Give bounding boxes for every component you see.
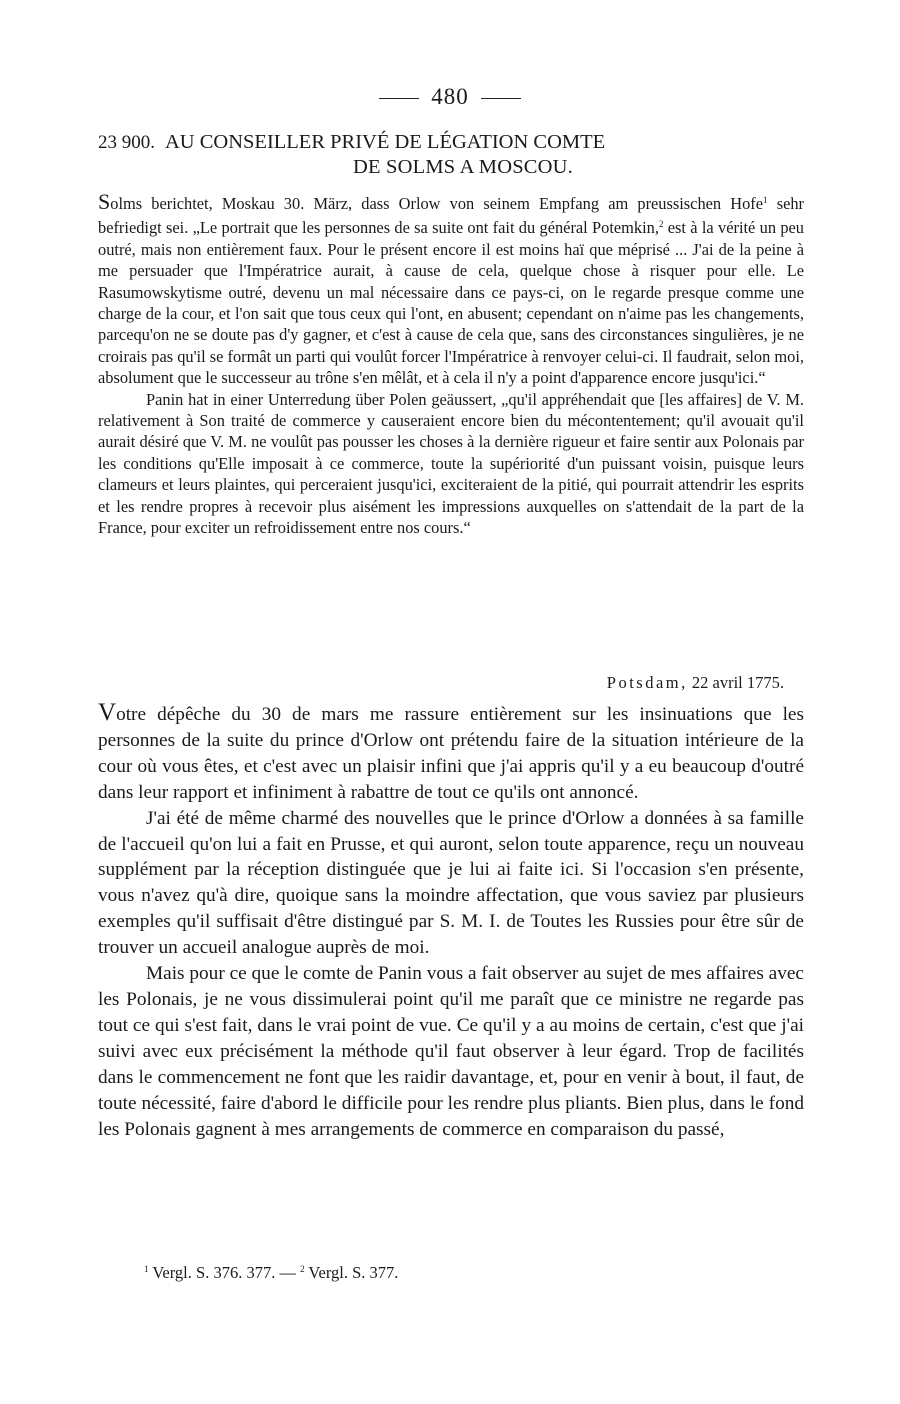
footnote-text-2: Vergl. S. 377.: [304, 1263, 399, 1282]
footnote-marker-2: 2: [300, 1264, 305, 1274]
page-number: 480: [431, 84, 469, 109]
abstract-paragraph-1: Solms berichtet, Moskau 30. März, dass Orlow von seinem Empfang am preussischen Hofe$^1$ sehr befriedigt sei. „Le portrait que les personnes de sa suite ont fait du général Potemkin,$^2$ est à la vérité un peu outré, mais non entièrement faux. Pour le présent encore il est moins haï que méprisé ... J'ai de la peine à me persuader que l'Impératrice aurait, à cause de cela, quelque chose à risquer pour elle. Le Rasumowskytisme outré, devenu un mal nécessaire dans ce pays-ci, on le regarde presque comme une charge de la cour, et l'on sait que tous ceux qui l'ont, en abusent; cependant on n'aime pas les changements, parcequ'on ne se doute pas d'y gagner, et c'est à cause de cela que, sans des circonstances singulières, je ne croirais pas qu'il se formât un parti qui voulût forcer l'Impératrice à renvoyer celui-ci. Il faudrait, selon moi, absolument que le successeur au trône s'en mêlât, et à cela il n'y a point d'apparence encore jusqu'ici.“: [98, 189, 804, 388]
document-number: 23 900.: [98, 132, 155, 153]
letter-body: [98, 700, 804, 1142]
dateline: [98, 673, 784, 693]
footnotes: [144, 1263, 398, 1283]
header-rule-right: [481, 98, 521, 99]
page-header: [0, 84, 900, 110]
title-line-1: 23 900. AU CONSEILLER PRIVÉ DE LÉGATION COMTE: [98, 131, 606, 153]
header-rule-left: [379, 98, 419, 99]
letter-paragraph-1: Votre dépêche du 30 de mars me rassure entièrement sur les insinuations que les personnes de la suite du prince d'Orlow ont prétendu faire de la situation intérieure de la cour où vous êtes, et c'est avec un plaisir infini que j'ai appris qu'il y a eu beaucoup d'outré dans leur rapport et infiniment à rabattre de tout ce qu'ils ont annoncé.: [98, 699, 804, 803]
dateline-place: Potsdam,: [606, 673, 688, 692]
footnote-marker-1: 1: [144, 1264, 149, 1274]
footnote-ref-2: 2: [658, 219, 664, 230]
title-line-2: DE SOLMS A MOSCOU.: [352, 156, 574, 178]
letter-initial: V: [98, 699, 117, 726]
document-title: [98, 130, 798, 179]
footnote-text-1: Vergl. S. 376. 377. —: [148, 1263, 301, 1282]
footnote-ref-1: 1: [763, 195, 768, 205]
letter-paragraph-2: J'ai été de même charmé des nouvelles que le prince d'Orlow a données à sa famille de l'accueil qu'on lui a fait en Prusse, et qui auront, selon toute apparence, reçu un nouveau supplément par la réception distinguée que je lui ai faite ici. Si l'occasion s'en présente, vous n'avez qu'à dire, quoique sans la moindre affectation, que vous saviez par plusieurs exemples qu'il suffisait d'être distingué par S. M. I. de Toutes les Russies pour être sûr de trouver un accueil analogue auprès de moi.: [98, 807, 804, 959]
abstract: [98, 190, 804, 539]
abstract-initial: S: [98, 189, 111, 214]
dateline-date: 22 avril 1775.: [687, 673, 784, 692]
letter-paragraph-3: Mais pour ce que le comte de Panin vous a fait observer au sujet de mes affaires avec les Polonais, je ne vous dissimulerai point qu'il me paraît que ce ministre ne regarde pas tout ce qui s'est fait, dans le vrai point de vue. Ce qu'il y a au moins de certain, c'est que j'ai suivi avec eux précisément la méthode qu'il faut observer à leur égard. Trop de facilités dans le commencement ne font que les raidir davantage, et, pour en venir à bout, il faut, de toute nécessité, faire d'abord le difficile pour les rendre plus pliants. Bien plus, dans le fond les Polonais gagnent à mes arrangements de commerce en comparaison du passé,: [98, 963, 804, 1140]
abstract-paragraph-2: Panin hat in einer Unterredung über Polen geäussert, „qu'il appréhendait que [les affaires] de V. M. relativement à Son traité de commerce y causeraient encore bien du mécontentement; qu'il avouait qu'il aurait désiré que V. M. ne voulût pas pousser les choses à la dernière rigueur et faire sentir aux Polonais par les conditions qu'Elle imposait à ce commerce, toute la supériorité d'un puissant voisin, puisque leurs clameurs et leurs plaintes, qui perceraient jusqu'ici, exciteraient de la pitié, qui pourrait attendrir les esprits et les rendre propres à recevoir plus aisément les impressions auxquelles on s'attendait de la part de la France, pour exciter un refroidissement entre nos cours.“: [98, 389, 804, 538]
